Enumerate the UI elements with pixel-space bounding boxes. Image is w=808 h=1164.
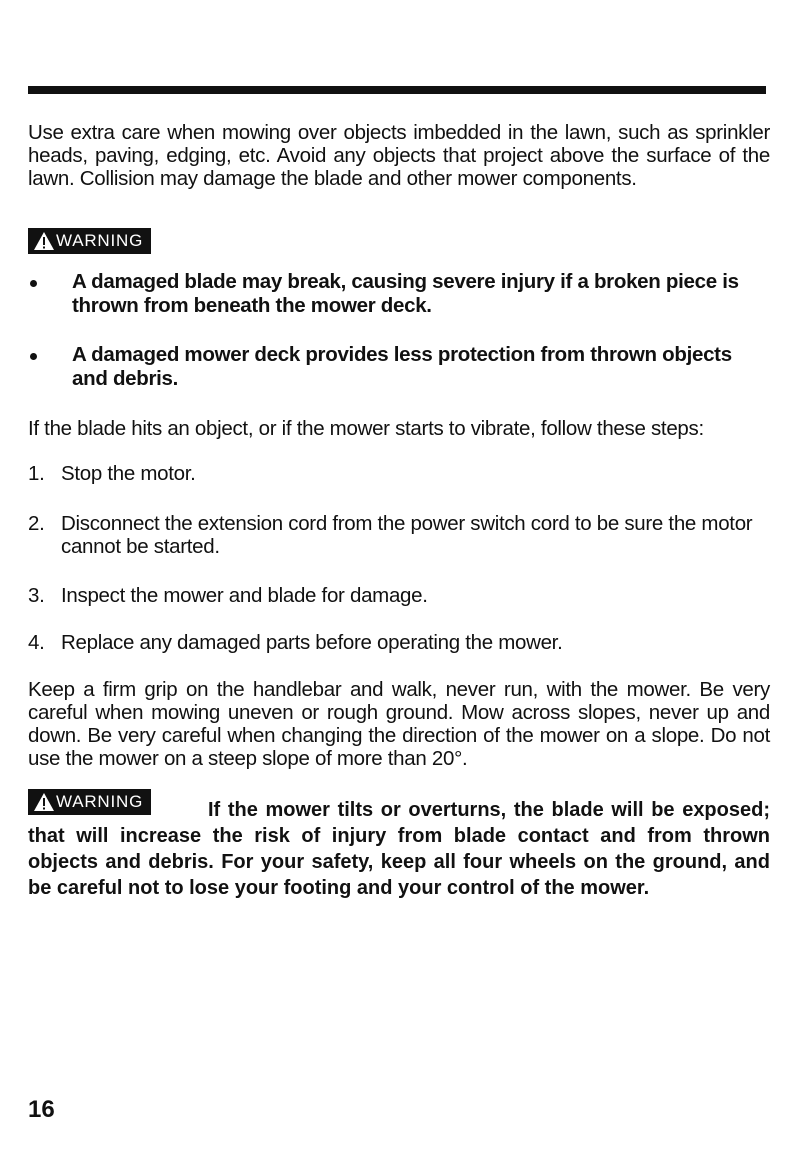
page-number: 16 [28,1096,55,1123]
intro-paragraph: Use extra care when mowing over objects imbedded in the lawn, such as sprinkler heads, paving, edging, etc. Avoid any objects that project above the surface of the lawn. Collision may damage the blade and other mower components. [28,121,770,190]
warning-bullet [28,270,770,318]
warning-bullet [28,343,770,391]
step-text: Replace any damaged parts before operating the mower. [61,631,563,654]
step-number: 3. [28,584,45,607]
warning-triangle-icon [33,231,55,251]
step-number: 1. [28,462,45,485]
bullet-dot [30,353,37,360]
grip-paragraph: Keep a firm grip on the handlebar and walk, never run, with the mower. Be very careful when mowing uneven or rough ground. Mow across slopes, never up and down. Be very careful when changing the direction of the mower on a slope. Do not use the mower on a steep slope of more than 20°. [28,678,770,770]
step-text: Inspect the mower and blade for damage. [61,584,428,607]
warning-badge [28,228,151,254]
bullet-text: A damaged mower deck provides less protection from thrown objects and debris. [72,343,732,390]
step-number: 4. [28,631,45,654]
step-item [28,512,770,558]
warning-label: WARNING [56,231,144,250]
step-item [28,631,770,654]
bullet-dot [30,280,37,287]
bullet-text: A damaged blade may break, causing severe injury if a broken piece is thrown from beneath the mower deck. [72,270,739,317]
tilt-warning [28,797,770,901]
steps-intro: If the blade hits an object, or if the mower starts to vibrate, follow these steps: [28,417,704,440]
step-item [28,462,770,485]
step-number: 2. [28,512,45,535]
step-item [28,584,770,607]
top-rule [28,86,766,94]
step-text: Disconnect the extension cord from the power switch cord to be sure the motor cannot be started. [61,512,753,558]
tilt-warning-text: If the mower tilts or overturns, the blade will be exposed; that will increase the risk of injury from blade contact and from thrown objects and debris. For your safety, keep all four wheels on the ground, and be careful not to lose your footing and your control of the mower. [28,799,770,899]
warning-label: WARNING [56,792,144,811]
step-text: Stop the motor. [61,462,196,485]
